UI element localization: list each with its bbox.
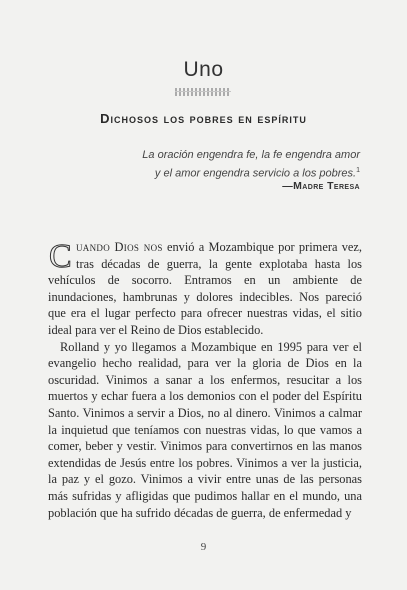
- epigraph-author: —Madre Teresa: [282, 180, 360, 192]
- paragraph-2: Rolland y yo llegamos a Mozambique en 1995 para ver el evangelio hecho realidad, para ver la gloria de Dios en la oscuridad. Vinimos a sanar a los enfermos, resucitar a los muertos y echar fuera a los demonios con el poder del Espíritu Santo. Vinimos a servir a Dios, no al dinero. Vinimos a calmar la inquietud que teníamos con nuestras vidas, lo que vamos a comer, beber y vestir. Vinimos para convertirnos en las manos extendidas de Jesús entre los pobres. Vinimos a ver la justicia, la paz y el gozo. Vinimos a vivir entre unas de las personas más sufridas y afligidas que pudimos hallar en el mundo, una población que ha sufrido décadas de guerra, de enfermedad y: [48, 339, 362, 520]
- chapter-title: Dichosos los pobres en espíritu: [100, 111, 307, 126]
- drop-cap-glyph: C: [49, 240, 72, 270]
- title-ornament: [175, 88, 231, 96]
- opening-smallcaps: uando Dios nos: [76, 240, 163, 254]
- chapter-number: Uno: [183, 58, 224, 81]
- paragraph-1: [48, 239, 362, 339]
- paragraph-1-text: envió a Mozambique por primera vez, tras décadas de guerra, la gente explotaba hasta los vehículos de socorro. Entramos en un ambiente de inundaciones, hambrunas y dolores indecibles. Nos pareció que era el lugar perfecto para ofrecer nuestras vidas, el sitio ideal para ver el Reino de Dios establecido.: [48, 240, 362, 337]
- page-number: 9: [200, 541, 207, 553]
- body-text: [48, 239, 362, 521]
- footnote-marker: 1: [356, 167, 360, 174]
- epigraph-quote: [48, 148, 360, 182]
- epigraph-line-1: La oración engendra fe, la fe engendra amor: [142, 149, 360, 161]
- epigraph-line-2: y el amor engendra servicio a los pobres.: [154, 167, 357, 180]
- drop-cap-letter: [48, 240, 72, 270]
